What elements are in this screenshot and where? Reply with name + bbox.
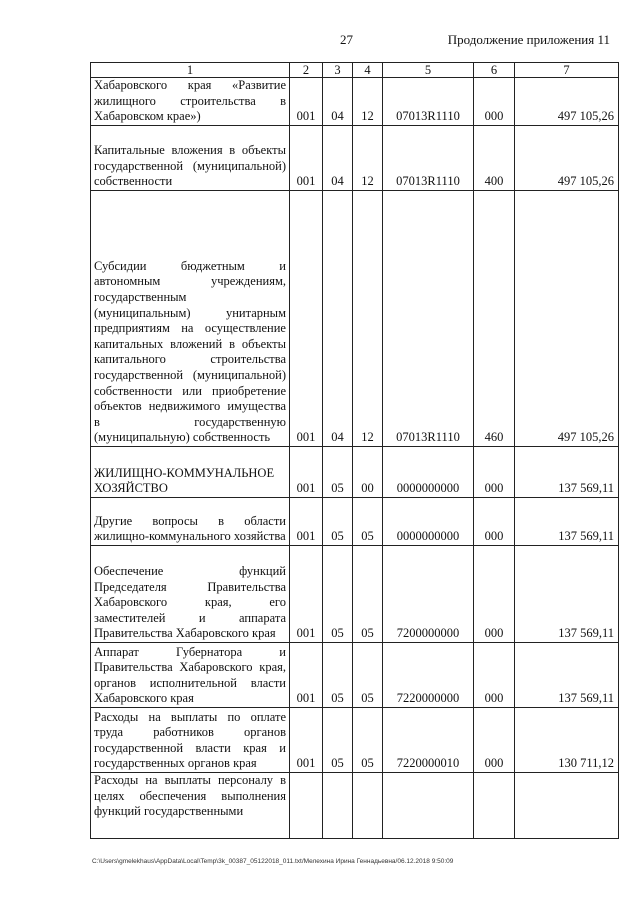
row-amount: 137 569,11 — [515, 447, 619, 498]
row-name: Хабаровского края «Развитие жилищного строительства в Хабаровском крае») — [91, 78, 290, 126]
row-name: Расходы на выплаты персоналу в целях обеспечения выполнения функций государственными — [91, 773, 290, 839]
row-col4: 12 — [353, 78, 383, 126]
row-col6: 000 — [474, 708, 515, 773]
table-row — [91, 126, 619, 191]
row-name: Обеспечение функций Председателя Правительства Хабаровского края, его заместителей и аппарата Правительства Хабаровского края — [91, 546, 290, 643]
row-amount: 497 105,26 — [515, 78, 619, 126]
row-col2: 001 — [290, 643, 323, 708]
budget-table — [90, 62, 619, 839]
row-col2: 001 — [290, 191, 323, 447]
row-col6: 460 — [474, 191, 515, 447]
page-number: 27 — [340, 32, 353, 47]
row-col6: 000 — [474, 447, 515, 498]
table-row — [91, 447, 619, 498]
row-col5: 0000000000 — [383, 447, 474, 498]
row-col4: 05 — [353, 643, 383, 708]
table-row — [91, 708, 619, 773]
row-col4: 12 — [353, 191, 383, 447]
row-col6: 400 — [474, 126, 515, 191]
row-col3: 05 — [323, 546, 353, 643]
row-col3: 04 — [323, 78, 353, 126]
row-col4 — [353, 773, 383, 839]
file-path-footer: C:\Users\gmelekhaus\AppData\Local\Temp\3k_00387_05122018_011.txt/Мелехина Ирина Геннадьевна/06.12.2018 9:50:09 — [92, 858, 454, 865]
row-col2: 001 — [290, 708, 323, 773]
row-col3: 04 — [323, 191, 353, 447]
row-name: Субсидии бюджетным и автономным учреждениям, государственным (муниципальным) унитарным предприятиям на осуществление капитальных вложений в объекты капитального строительства государственной (муниципальной) собственности или приобретение объектов недвижимого имущества в государственную (муниципальную) собственность — [91, 191, 290, 447]
column-header: 5 — [383, 63, 474, 78]
table-row — [91, 498, 619, 546]
row-amount: 497 105,26 — [515, 191, 619, 447]
row-name: Аппарат Губернатора и Правительства Хабаровского края, органов исполнительной власти Хабаровского края — [91, 643, 290, 708]
table-row — [91, 773, 619, 839]
table-row — [91, 191, 619, 447]
row-col2 — [290, 773, 323, 839]
row-col5: 7220000010 — [383, 708, 474, 773]
row-col4: 05 — [353, 546, 383, 643]
row-col6: 000 — [474, 643, 515, 708]
row-col2: 001 — [290, 498, 323, 546]
table-row — [91, 643, 619, 708]
row-name: ЖИЛИЩНО-КОММУНАЛЬНОЕ ХОЗЯЙСТВО — [91, 447, 290, 498]
row-amount — [515, 773, 619, 839]
row-col5: 07013R1110 — [383, 78, 474, 126]
row-col6 — [474, 773, 515, 839]
row-col3 — [323, 773, 353, 839]
row-col2: 001 — [290, 546, 323, 643]
row-col5: 7200000000 — [383, 546, 474, 643]
row-col6: 000 — [474, 78, 515, 126]
row-col3: 05 — [323, 498, 353, 546]
row-col3: 05 — [323, 447, 353, 498]
row-name: Расходы на выплаты по оплате труда работников органов государственной власти края и государственных органов края — [91, 708, 290, 773]
row-col3: 05 — [323, 708, 353, 773]
row-col2: 001 — [290, 447, 323, 498]
row-col5 — [383, 773, 474, 839]
row-col3: 05 — [323, 643, 353, 708]
row-col3: 04 — [323, 126, 353, 191]
row-col5: 07013R1110 — [383, 126, 474, 191]
row-col4: 05 — [353, 498, 383, 546]
row-col6: 000 — [474, 498, 515, 546]
row-col5: 0000000000 — [383, 498, 474, 546]
row-amount: 130 711,12 — [515, 708, 619, 773]
column-header: 1 — [91, 63, 290, 78]
row-amount: 497 105,26 — [515, 126, 619, 191]
row-amount: 137 569,11 — [515, 546, 619, 643]
row-col6: 000 — [474, 546, 515, 643]
table-row — [91, 78, 619, 126]
column-header: 4 — [353, 63, 383, 78]
row-col2: 001 — [290, 78, 323, 126]
row-name: Капитальные вложения в объекты государственной (муниципальной) собственности — [91, 126, 290, 191]
column-header: 3 — [323, 63, 353, 78]
row-col2: 001 — [290, 126, 323, 191]
row-col4: 00 — [353, 447, 383, 498]
column-header: 6 — [474, 63, 515, 78]
continuation-label: Продолжение приложения 11 — [447, 32, 610, 47]
row-col4: 05 — [353, 708, 383, 773]
row-amount: 137 569,11 — [515, 498, 619, 546]
row-name: Другие вопросы в области жилищно-коммунального хозяйства — [91, 498, 290, 546]
column-header: 2 — [290, 63, 323, 78]
table-row — [91, 546, 619, 643]
row-col5: 7220000000 — [383, 643, 474, 708]
column-header: 7 — [515, 63, 619, 78]
row-col4: 12 — [353, 126, 383, 191]
table-header-row — [91, 63, 619, 78]
row-col5: 07013R1110 — [383, 191, 474, 447]
row-amount: 137 569,11 — [515, 643, 619, 708]
